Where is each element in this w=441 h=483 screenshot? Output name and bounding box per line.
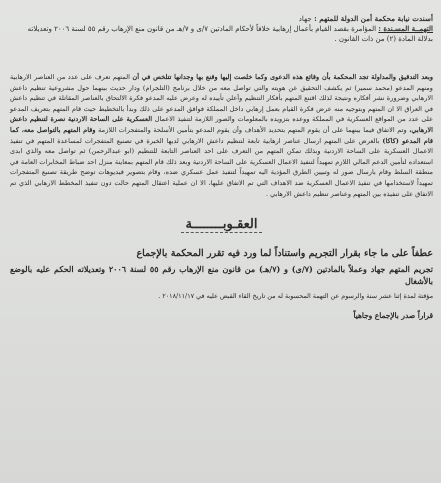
charge-section [10,24,433,44]
facts-tail: بالعرض على المتهم ارسال عناصر ارهابية تابعة لتنظيم داعش الارهابي لديها الخبرة في تصنيع المتفجرات لمساعدة المتهم في تنفيذ الاعمال العسكرية على الساحة الاردنية وبذلك تمكن المتهم من التعرف على احد العناصر التابعة للتنظيم (ابو عبدالرحمن) ثم تواصل معه والذي ابدى استعداده لتأمين الدعم المالي اللازم تمهيداً لتنفيذ الاعمال العسكرية على الساحة الاردنية وبعد ذلك قام المتهم بمعاينة منزل احد ضباط المخابرات العامة في منطقة السلط وقام بارسال صور له وتبيين الطرق المؤدية اليه تمهيداً لتنفيذ عمل عسكري ضده، وقام بتصوير فيديوهات توضح طريقة تصنيع المتفجرات تمهيداً لاستخدامها في تنفيذ الاعمال العسكرية ضد الاهداف التي تم الاتفاق عليها، الا ان عملية اعتقال المتهم حالت دون تنفيذ المخطط الارهابي الذي تم الاتفاق على تنفيذه بين المتهم وعناصر تنظيم داعش الارهابي . [10,136,433,198]
document-header [10,14,433,24]
penalty-title-text: العقـوبــــــــة [181,217,261,233]
facts-body: المتهم تعرف على عدد من العناصر الارهابية ومنهم المدعو (محمد سمير) ثم يكشف التحقيق عن هويته والتي تواصل معه من خلال برنامج (التلجرام) ودار حديث بينهما حول مشروعية تنظيم داعش الارهابي وضرورة نشر أفكاره ونتيجة لذلك اقتنع المتهم بأفكار التنظيم وأعلن تأييده له وعرض عليه المدعو فكرة الالتحاق بالعناصر المقاتلة في تنظيم داعش في العراق الا ان المتهم وبتوجيه منه عرض فكرة القيام بعمل إرهابي داخل المملكة فوافق المدعو على ذلك وبدأ بالتخطيط حيث قام المتهم بتعريف المدعو على عدد من المواقع العسكرية في المملكة ووعده بتزويده بالمعلومات والصور اللازمة لتنفيذ الاعمال [10,73,434,124]
defendant-name: جهاد [298,14,312,23]
facts-mid: وتم الاتفاق فيما بينهما على أن يقوم المتهم بتحديد الأهداف وأن يقوم المدعو بتأمين الأسلحة والمتفجرات اللازمة [98,125,407,134]
verdict-intro: عطفاً على ما جاء بقرار التجريم واستناداً لما ورد فيه تقرر المحكمة بالإجماع [136,248,433,260]
closing-statement: قراراً صدر بالإجماع وجاهياً [353,311,433,321]
facts-lead: وبعد التدقيق والمداولة تجد المحكمة بأن وقائع هذه الدعوى وكما خلصت إليها وقنع بها وجدانها تتلخص في أن [132,73,434,81]
verdict-main: تجريم المتهم جهاد وعملاً بالمادتين (٧/ى) و (٧/هـ) من قانون منع الإرهاب رقم ٥٥ لسنة ٢٠٠٦ وتعديلاته الحكم عليه بالوضع بالأشغال [10,264,434,287]
section-gap [10,46,433,72]
facts-bold-a: العسكرية على الساحة الاردنية نصرة لتنظيم داعش الارهابي، [10,115,433,134]
charge-label: التهمــة المسـندة : [378,24,433,33]
charge-text: المؤامرة بقصد القيام بأعمال إرهابية خلافاً لأحكام المادتين ٧/ى و ٧/هـ من قانون منع الإرهاب رقم ٥٥ لسنة ٢٠٠٦ وتعديلاته بدلالة المادة (٢) من ذات القانون . [27,25,433,43]
header-prefix: أسندت نيابة محكمة أمن الدولة للمتهم : [314,14,433,23]
facts-paragraph [10,72,433,199]
verdict-detail: مؤقتة لمدة إثنا عشر سنة والرسوم عن التهمة المحسوبة له من تاريخ القاء القبض عليه في ٢٠١٨/١١/١٧ . [158,292,433,301]
facts-bold-b: وقام المتهم بالتواصل معه، كما قام المدعو (كاكا) [10,125,433,145]
penalty-heading [10,217,433,233]
